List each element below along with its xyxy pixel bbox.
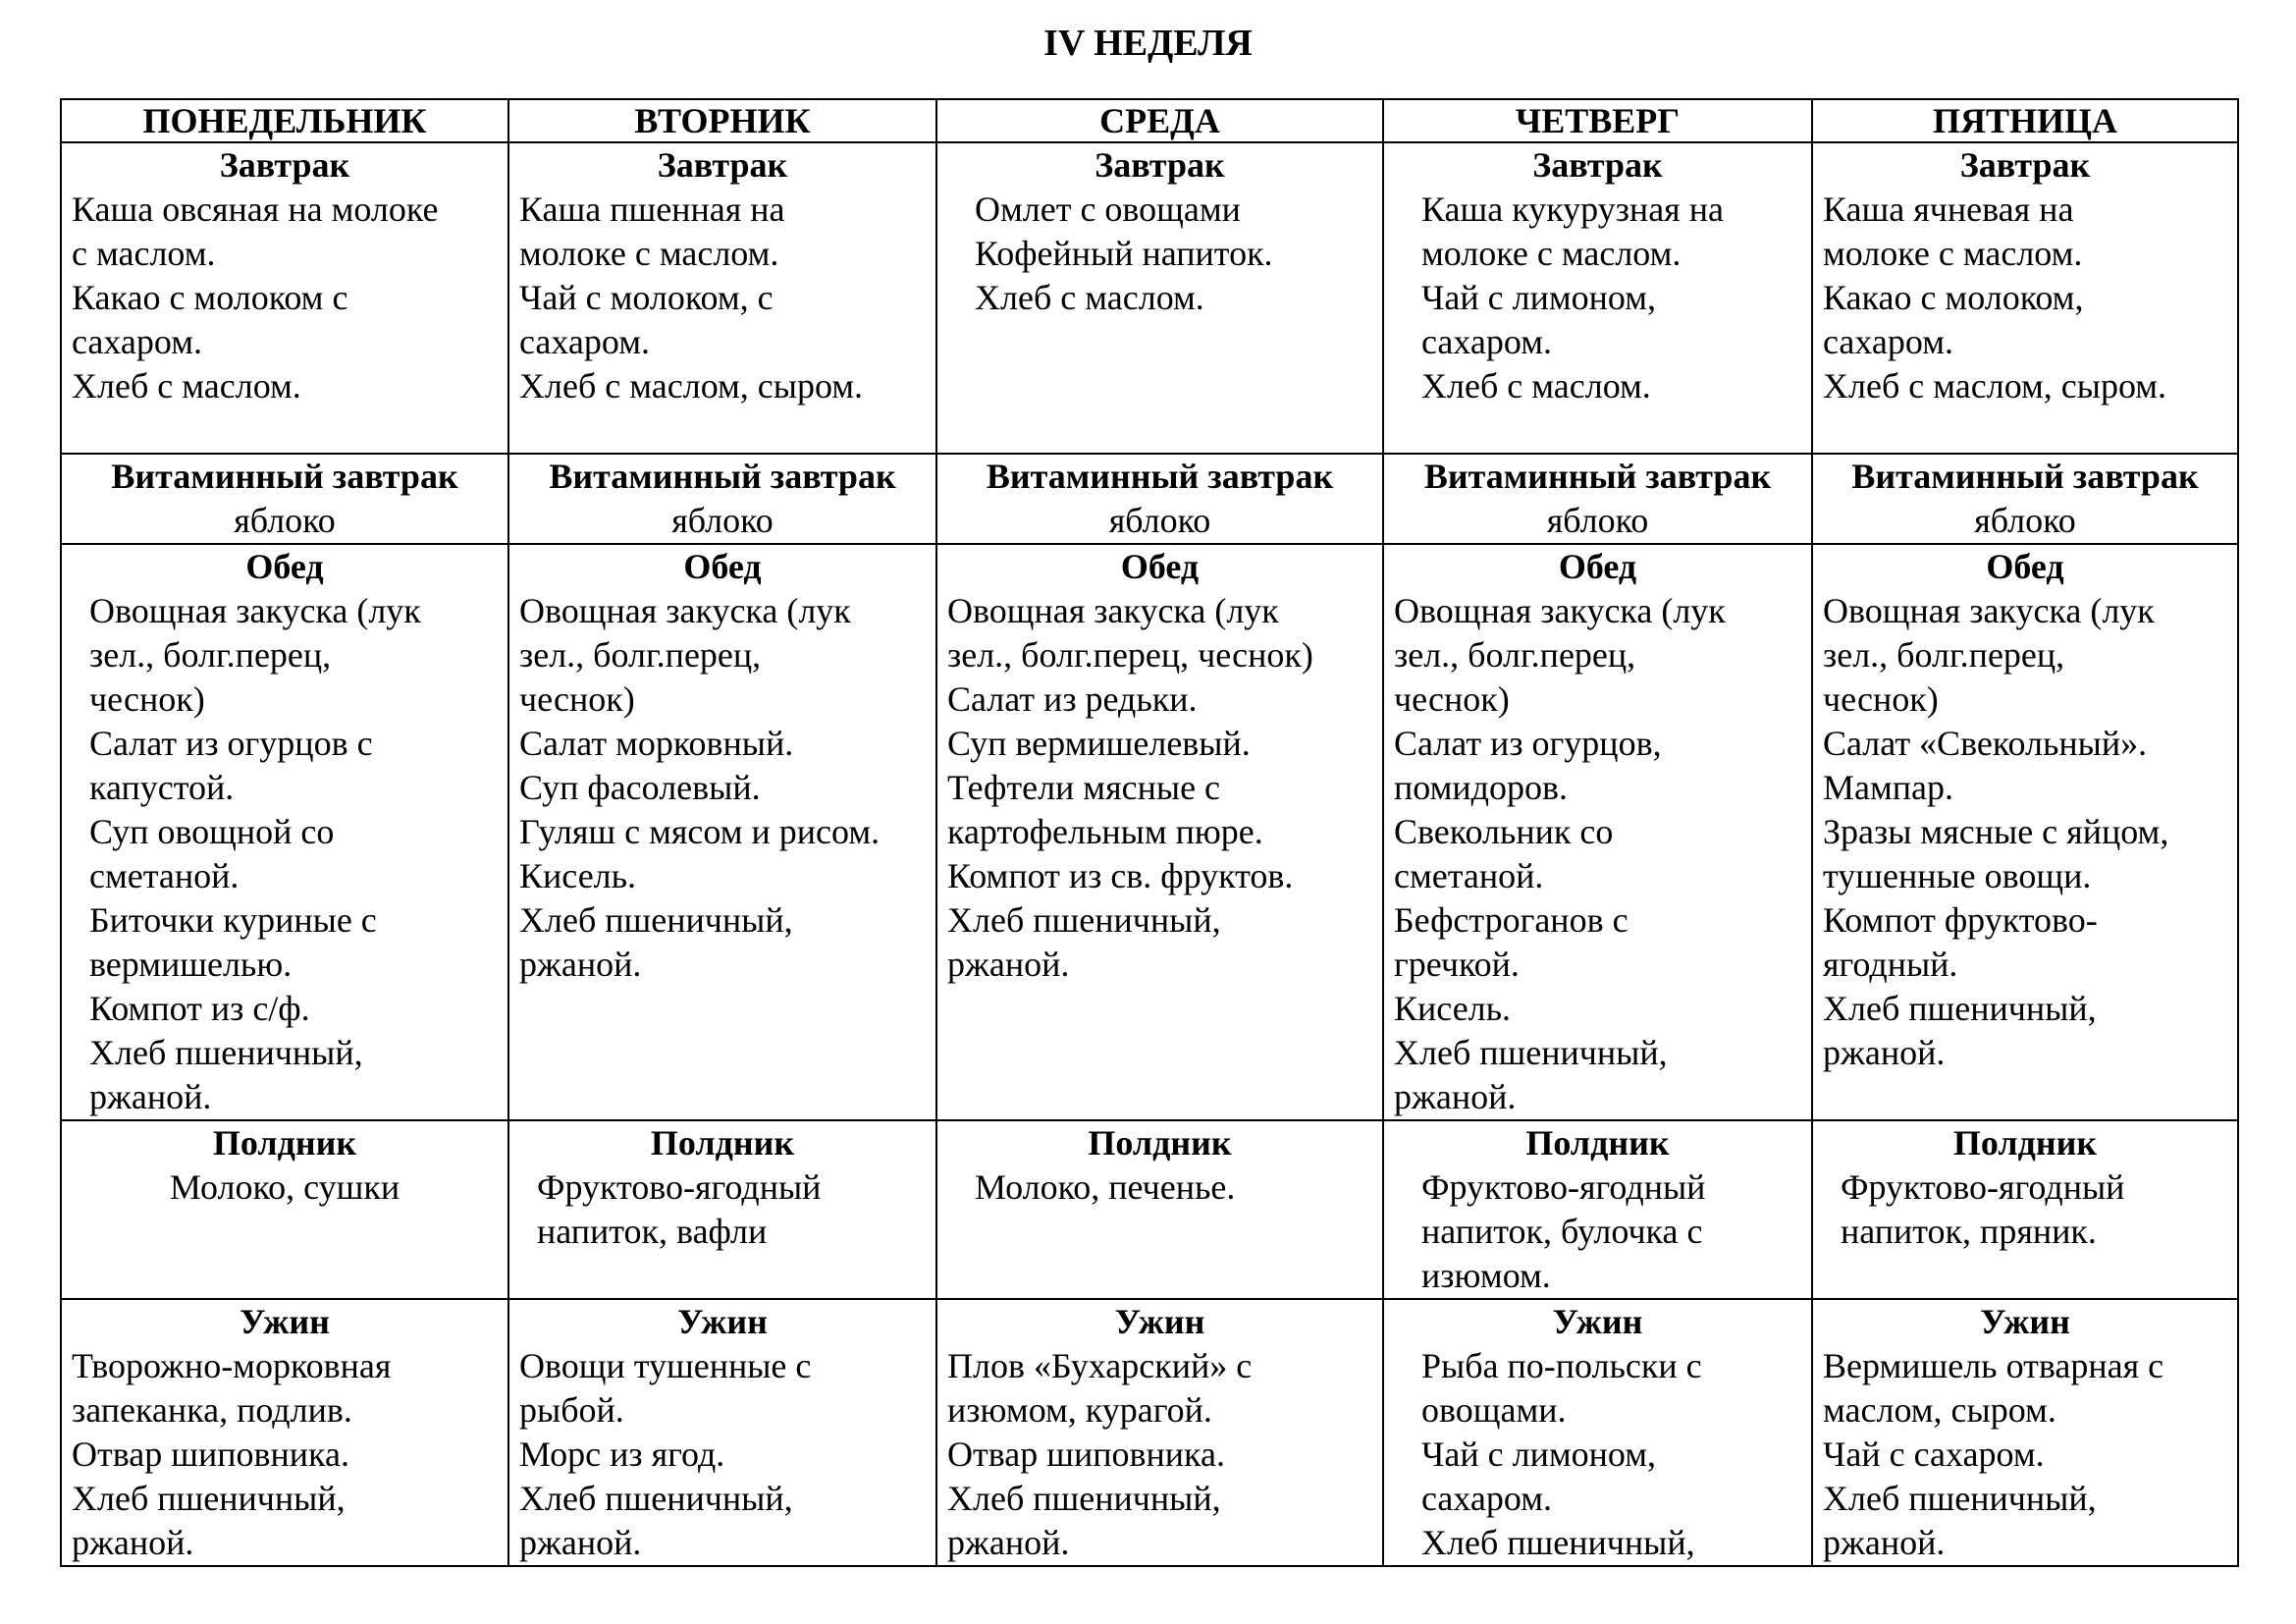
dish-line: вермишелью. <box>89 945 293 984</box>
menu-cell-wednesday <box>936 544 1383 1120</box>
menu-cell-thursday <box>1383 1120 1812 1299</box>
dish-line: Отвар шиповника. <box>72 1435 349 1474</box>
dish-line: Компот фруктово- <box>1823 900 2098 940</box>
dish-line: Салат из огурцов, <box>1394 724 1662 763</box>
menu-cell-thursday <box>1383 544 1812 1120</box>
meal-title: Полдник <box>1952 1123 2098 1163</box>
meal-title: Обед <box>1120 547 1200 586</box>
menu-cell-tuesday <box>508 1299 936 1566</box>
dish-line: Вермишель отварная с <box>1823 1346 2164 1385</box>
dish-line: с маслом. <box>72 234 216 273</box>
meal-title: Завтрак <box>1959 145 2091 185</box>
dish-line: яблоко <box>234 501 336 540</box>
meal-title: Ужин <box>677 1302 768 1341</box>
menu-cell-monday <box>61 544 508 1120</box>
menu-cell-monday <box>61 454 508 544</box>
dish-line: Хлеб пшеничный, <box>519 900 793 940</box>
dish-line: ржаной. <box>1394 1077 1517 1116</box>
dish-line: гречкой. <box>1394 945 1520 984</box>
dish-line: молоке с маслом. <box>519 234 779 273</box>
dish-line: Хлеб с маслом, сыром. <box>519 366 864 406</box>
dish-line: Компот из с/ф. <box>89 989 310 1028</box>
meal-title: Полдник <box>212 1123 357 1163</box>
dish-line: чеснок) <box>1823 679 1939 719</box>
dish-line: сметаной. <box>1394 856 1544 895</box>
dish-line: Свекольник со <box>1394 812 1614 851</box>
day-header-wednesday: СРЕДА <box>936 99 1383 142</box>
dish-line: напиток, булочка с <box>1421 1212 1703 1251</box>
meal-title: Витаминный завтрак <box>1423 457 1772 496</box>
day-header-tuesday: ВТОРНИК <box>508 99 936 142</box>
dish-line: Хлеб пшеничный, <box>947 900 1221 940</box>
dish-line: Творожно-морковная <box>72 1346 392 1385</box>
dish-line: Овощи тушенные с <box>519 1346 812 1385</box>
dish-line: сахаром. <box>72 322 202 361</box>
menu-cell-thursday <box>1383 1299 1812 1566</box>
menu-cell-tuesday <box>508 1120 936 1299</box>
dish-line: напиток, вафли <box>537 1212 768 1251</box>
dish-line: Хлеб пшеничный, <box>1823 1479 2097 1518</box>
dish-line: Бефстроганов с <box>1394 900 1629 940</box>
dish-line: Какао с молоком с <box>72 278 348 317</box>
dish-line: Кисель. <box>1394 989 1512 1028</box>
menu-cell-monday <box>61 1299 508 1566</box>
dish-line: Хлеб пшеничный, <box>947 1479 1221 1518</box>
dish-line: Биточки куриные с <box>89 900 377 940</box>
dish-line: Молоко, сушки <box>169 1167 400 1207</box>
lunch-row <box>61 544 2238 1120</box>
dish-line: Чай с молоком, с <box>519 278 774 317</box>
menu-cell-tuesday <box>508 454 936 544</box>
menu-cell-wednesday <box>936 142 1383 454</box>
dish-line: Суп овощной со <box>89 812 335 851</box>
meal-title: Витаминный завтрак <box>111 457 458 496</box>
menu-cell-tuesday <box>508 544 936 1120</box>
days-header-row <box>61 99 2238 142</box>
menu-cell-wednesday <box>936 454 1383 544</box>
dish-line: Хлеб пшеничный, <box>89 1033 363 1072</box>
weekly-menu-table <box>60 98 2239 1567</box>
dish-line: Мампар. <box>1823 768 1954 807</box>
dish-line: Хлеб с маслом, сыром. <box>1823 366 2167 406</box>
dish-line: ягодный. <box>1823 945 1958 984</box>
dish-line: ржаной. <box>519 945 642 984</box>
dish-line: изюмом. <box>1421 1256 1551 1295</box>
menu-cell-thursday <box>1383 454 1812 544</box>
dish-line: Хлеб с маслом. <box>975 278 1204 317</box>
meal-title: Завтрак <box>1532 145 1663 185</box>
dish-line: Зразы мясные с яйцом, <box>1823 812 2169 851</box>
dish-line: сахаром. <box>1421 1479 1552 1518</box>
dish-line: ржаной. <box>947 1523 1070 1562</box>
dish-line: яблоко <box>1546 501 1649 540</box>
dish-line: сахаром. <box>1421 322 1552 361</box>
dish-line: Хлеб с маслом. <box>72 366 301 406</box>
menu-cell-friday <box>1812 1120 2238 1299</box>
dish-line: помидоров. <box>1394 768 1568 807</box>
dish-line: овощами. <box>1421 1390 1567 1430</box>
dish-line: Овощная закуска (лук <box>1394 591 1726 630</box>
dish-line: яблоко <box>1108 501 1211 540</box>
meal-title: Ужин <box>1552 1302 1643 1341</box>
afternoon-snack-row <box>61 1120 2238 1299</box>
meal-title: Обед <box>683 547 762 586</box>
menu-cell-friday <box>1812 454 2238 544</box>
dish-line: зел., болг.перец, <box>1823 635 2065 675</box>
dish-line: Хлеб пшеничный, <box>519 1479 793 1518</box>
dish-line: зел., болг.перец, <box>89 635 332 675</box>
dish-line: молоке с маслом. <box>1421 234 1682 273</box>
breakfast-row <box>61 142 2238 454</box>
dish-line: чеснок) <box>89 679 205 719</box>
dish-line: Морс из ягод. <box>519 1435 725 1474</box>
dish-line: Хлеб пшеничный, <box>1394 1033 1668 1072</box>
dish-line: сахаром. <box>519 322 650 361</box>
dish-line: Чай с сахаром. <box>1823 1435 2045 1474</box>
dish-line: картофельным пюре. <box>947 812 1263 851</box>
dish-line: Овощная закуска (лук <box>1823 591 2155 630</box>
dish-line: зел., болг.перец, чеснок) <box>947 635 1313 675</box>
dish-line: Овощная закуска (лук <box>89 591 421 630</box>
dish-line: ржаной. <box>519 1523 642 1562</box>
dish-line: Фруктово-ягодный <box>1841 1167 2125 1207</box>
dish-line: Суп фасолевый. <box>519 768 761 807</box>
dish-line: Хлеб пшеничный, <box>1823 989 2097 1028</box>
meal-title: Полдник <box>1525 1123 1670 1163</box>
day-header-monday: ПОНЕДЕЛЬНИК <box>61 99 508 142</box>
menu-cell-monday <box>61 142 508 454</box>
dish-line: Чай с лимоном, <box>1421 278 1656 317</box>
dish-line: Каша овсяная на молоке <box>72 189 439 229</box>
dish-line: зел., болг.перец, <box>1394 635 1636 675</box>
dish-line: Рыба по-польски с <box>1421 1346 1702 1385</box>
dish-line: Молоко, печенье. <box>975 1167 1236 1207</box>
menu-cell-friday <box>1812 142 2238 454</box>
meal-title: Завтрак <box>657 145 788 185</box>
dish-line: сметаной. <box>89 856 240 895</box>
page-title: IV НЕДЕЛЯ <box>1043 23 1253 64</box>
meal-title: Полдник <box>1088 1123 1232 1163</box>
meal-title: Завтрак <box>1095 145 1225 185</box>
dish-line: изюмом, курагой. <box>947 1390 1212 1430</box>
dish-line: чеснок) <box>1394 679 1510 719</box>
menu-cell-wednesday <box>936 1120 1383 1299</box>
menu-cell-tuesday <box>508 142 936 454</box>
dish-line: Омлет с овощами <box>975 189 1241 229</box>
meal-title: Завтрак <box>219 145 350 185</box>
dish-line: Хлеб пшеничный, <box>72 1479 346 1518</box>
dish-line: Хлеб пшеничный, <box>1421 1523 1695 1562</box>
meal-title: Витаминный завтрак <box>1851 457 2199 496</box>
dish-line: Салат «Свекольный». <box>1823 724 2148 763</box>
dish-line: рыбой. <box>519 1390 624 1430</box>
dish-line: Компот из св. фруктов. <box>947 856 1294 895</box>
dish-line: Салат из огурцов с <box>89 724 373 763</box>
meal-title: Витаминный завтрак <box>549 457 896 496</box>
dish-line: тушенные овощи. <box>1823 856 2092 895</box>
meal-title: Ужин <box>1114 1302 1205 1341</box>
meal-title: Витаминный завтрак <box>986 457 1334 496</box>
vitamin-breakfast-row <box>61 454 2238 544</box>
menu-cell-thursday <box>1383 142 1812 454</box>
dinner-row <box>61 1299 2238 1566</box>
dish-line: ржаной. <box>947 945 1070 984</box>
dish-line: Гуляш с мясом и рисом. <box>519 812 881 851</box>
dish-line: ржаной. <box>72 1523 194 1562</box>
dish-line: Салат морковный. <box>519 724 794 763</box>
meal-title: Обед <box>1986 547 2064 586</box>
meal-title: Обед <box>245 547 324 586</box>
meal-title: Полдник <box>650 1123 795 1163</box>
dish-line: Суп вермишелевый. <box>947 724 1251 763</box>
meal-title: Обед <box>1558 547 1637 586</box>
dish-line: Кофейный напиток. <box>975 234 1273 273</box>
dish-line: Плов «Бухарский» с <box>947 1346 1253 1385</box>
menu-cell-friday <box>1812 1299 2238 1566</box>
menu-cell-wednesday <box>936 1299 1383 1566</box>
dish-line: яблоко <box>1974 501 2076 540</box>
dish-line: чеснок) <box>519 679 635 719</box>
dish-line: капустой. <box>89 768 235 807</box>
menu-cell-friday <box>1812 544 2238 1120</box>
dish-line: Каша пшенная на <box>519 189 785 229</box>
meal-title: Ужин <box>1980 1302 2070 1341</box>
dish-line: сахаром. <box>1823 322 1953 361</box>
dish-line: Чай с лимоном, <box>1421 1435 1656 1474</box>
dish-line: Салат из редьки. <box>947 679 1198 719</box>
dish-line: Овощная закуска (лук <box>947 591 1279 630</box>
menu-cell-monday <box>61 1120 508 1299</box>
dish-line: напиток, пряник. <box>1841 1212 2097 1251</box>
dish-line: молоке с маслом. <box>1823 234 2083 273</box>
dish-line: Тефтели мясные с <box>947 768 1221 807</box>
dish-line: ржаной. <box>89 1077 212 1116</box>
dish-line: Фруктово-ягодный <box>1421 1167 1706 1207</box>
dish-line: зел., болг.перец, <box>519 635 762 675</box>
dish-line: Какао с молоком, <box>1823 278 2084 317</box>
day-header-friday: ПЯТНИЦА <box>1812 99 2238 142</box>
dish-line: ржаной. <box>1823 1523 1946 1562</box>
dish-line: Отвар шиповника. <box>947 1435 1225 1474</box>
dish-line: Овощная закуска (лук <box>519 591 851 630</box>
dish-line: ржаной. <box>1823 1033 1946 1072</box>
meal-title: Ужин <box>240 1302 330 1341</box>
day-header-thursday: ЧЕТВЕРГ <box>1383 99 1812 142</box>
dish-line: маслом, сыром. <box>1823 1390 2056 1430</box>
dish-line: запеканка, подлив. <box>72 1390 352 1430</box>
dish-line: яблоко <box>671 501 774 540</box>
dish-line: Фруктово-ягодный <box>537 1167 822 1207</box>
dish-line: Хлеб с маслом. <box>1421 366 1651 406</box>
dish-line: Кисель. <box>519 856 637 895</box>
dish-line: Каша ячневая на <box>1823 189 2074 229</box>
dish-line: Каша кукурузная на <box>1421 189 1724 229</box>
